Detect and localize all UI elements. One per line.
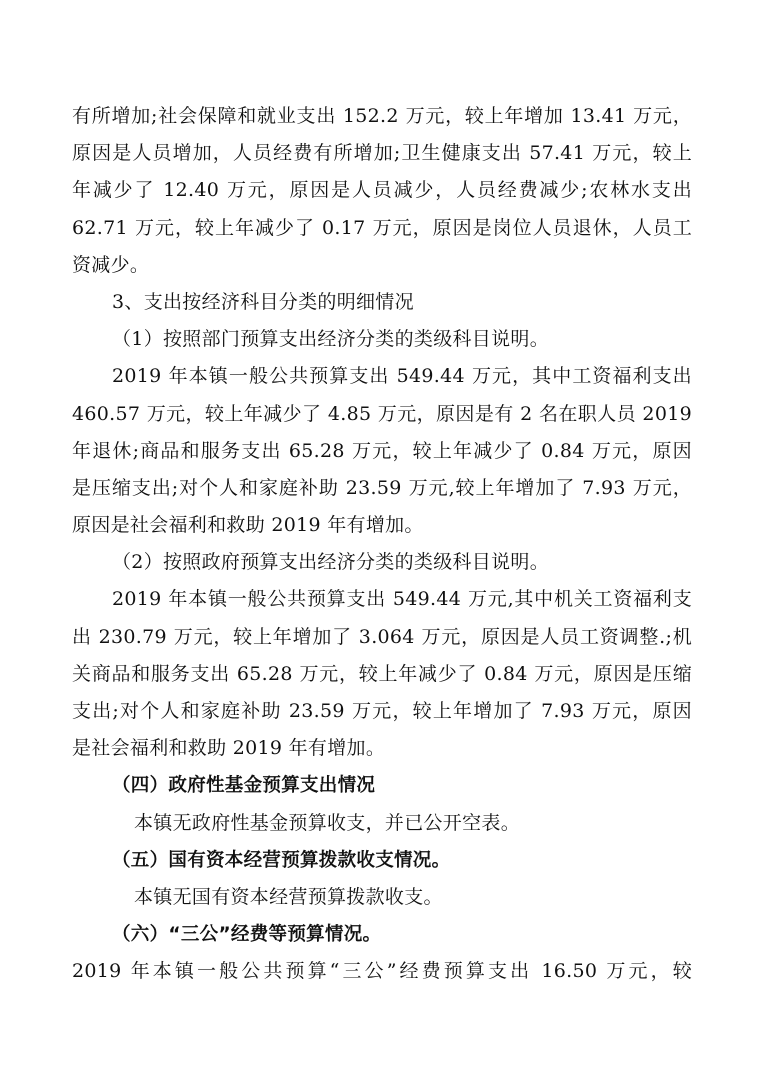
subsection-heading: （2）按照政府预算支出经济分类的类级科目说明。 bbox=[112, 551, 549, 574]
paragraph-line: 是压缩支出;对个人和家庭补助 23.59 万元,较上年增加了 7.93 万元， bbox=[72, 476, 692, 499]
paragraph-line: 2019 年本镇一般公共预算支出 549.44 万元,其中机关工资福利支 bbox=[112, 588, 692, 611]
paragraph-line: 2019 年本镇一般公共预算“三公”经费预算支出 16.50 万元，较 bbox=[72, 960, 692, 983]
paragraph-line: 原因是社会福利和救助 2019 年有增加。 bbox=[72, 514, 424, 537]
paragraph-line: 有所增加;社会保障和就业支出 152.2 万元，较上年增加 13.41 万元， bbox=[72, 105, 692, 127]
paragraph-line: 年退休;商品和服务支出 65.28 万元，较上年减少了 0.84 万元，原因 bbox=[72, 439, 692, 462]
paragraph-line: 2019 年本镇一般公共预算支出 549.44 万元，其中工资福利支出 bbox=[112, 365, 692, 388]
subsection-heading: （1）按照部门预算支出经济分类的类级科目说明。 bbox=[112, 328, 549, 351]
paragraph-line: 460.57 万元，较上年减少了 4.85 万元，原因是有 2 名在职人员 2019 bbox=[72, 402, 692, 425]
paragraph-line: 出 230.79 万元，较上年增加了 3.064 万元，原因是人员工资调整.;机 bbox=[72, 625, 692, 648]
paragraph-line: 原因是人员增加，人员经费有所增加;卫生健康支出 57.41 万元，较上 bbox=[72, 142, 692, 165]
document-body bbox=[72, 98, 692, 991]
section-subheading: 3、支出按经济科目分类的明细情况 bbox=[112, 290, 414, 313]
paragraph-line: 资减少。 bbox=[72, 253, 150, 276]
paragraph-line: 是社会福利和救助 2019 年有增加。 bbox=[72, 737, 386, 760]
section-heading: （五）国有资本经营预算拨款收支情况。 bbox=[112, 849, 451, 871]
paragraph-line: 关商品和服务支出 65.28 万元，较上年减少了 0.84 万元，原因是压缩 bbox=[72, 662, 692, 685]
paragraph-line: 62.71 万元，较上年减少了 0.17 万元，原因是岗位人员退休，人员工 bbox=[72, 216, 692, 239]
paragraph-line: 本镇无政府性基金预算收支，并已公开空表。 bbox=[134, 811, 521, 834]
paragraph-line: 本镇无国有资本经营预算拨款收支。 bbox=[134, 885, 443, 908]
section-heading: （六）“三公”经费等预算情况。 bbox=[112, 924, 382, 946]
paragraph-line: 支出;对个人和家庭补助 23.59 万元，较上年增加了 7.93 万元，原因 bbox=[72, 700, 692, 722]
section-heading: （四）政府性基金预算支出情况 bbox=[112, 775, 376, 797]
paragraph-line: 年减少了 12.40 万元，原因是人员减少，人员经费减少;农林水支出 bbox=[72, 179, 692, 202]
